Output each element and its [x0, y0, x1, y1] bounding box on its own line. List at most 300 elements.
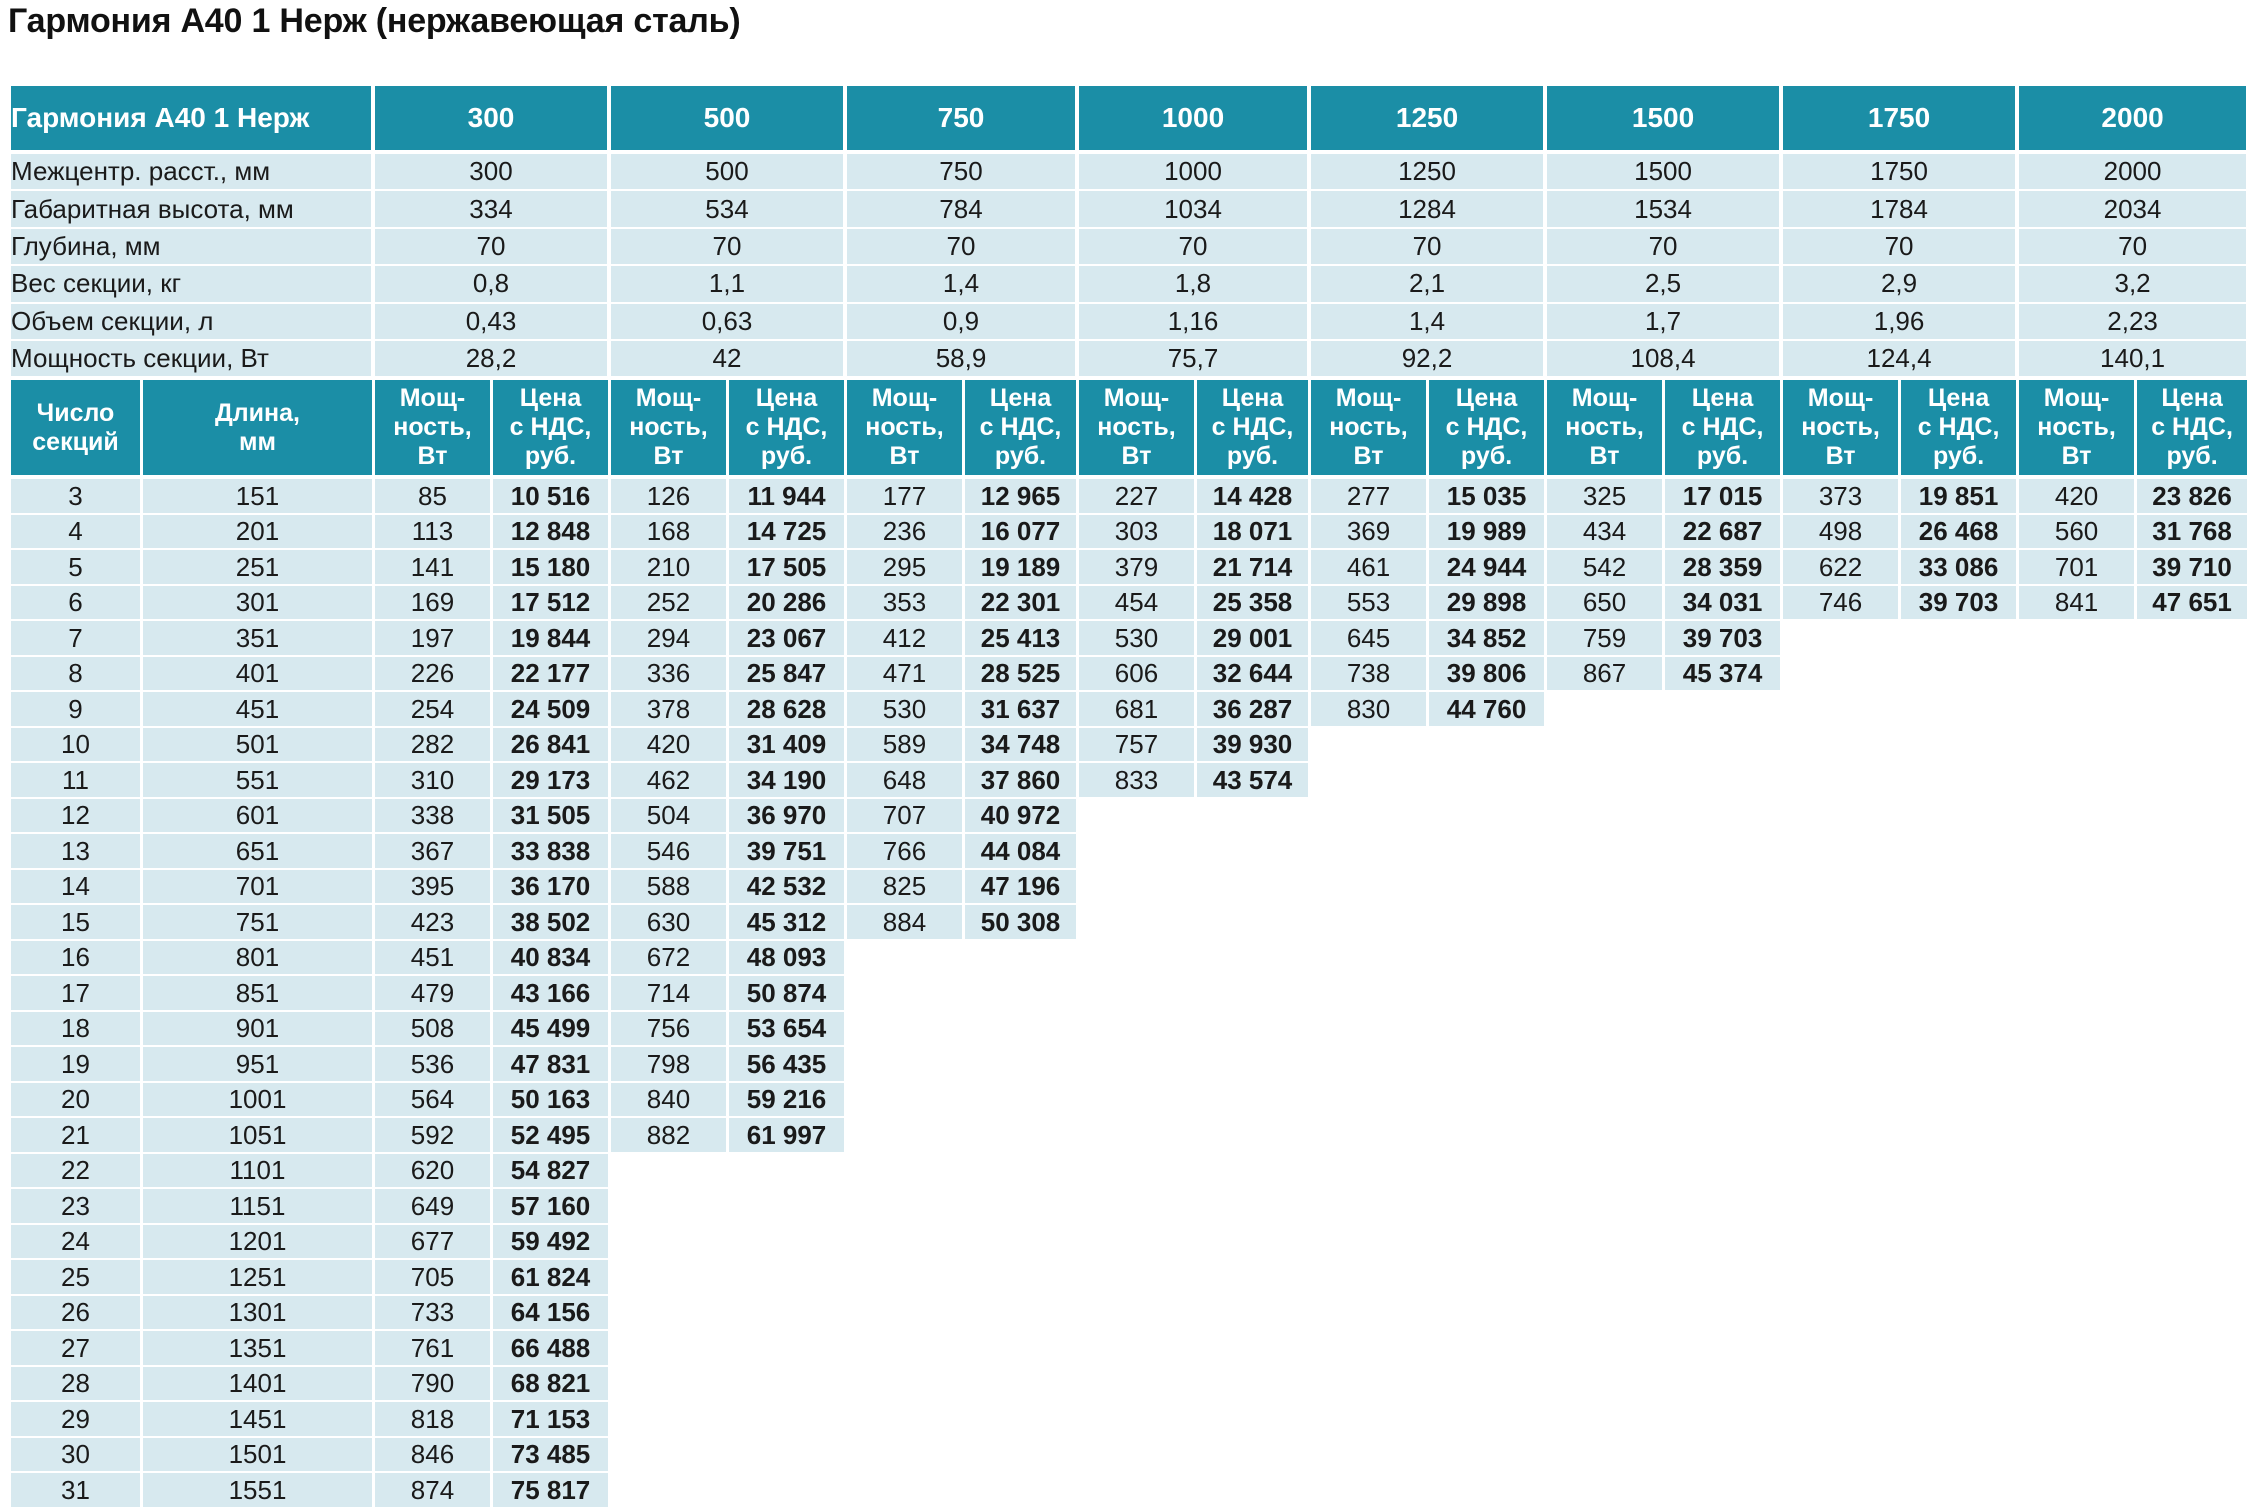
header-line: Длина, — [214, 398, 300, 427]
parameter-row — [11, 154, 2247, 191]
power-cell: 210 — [611, 550, 729, 586]
price-cell: 53 654 — [729, 1012, 847, 1048]
empty-cell — [611, 1296, 729, 1332]
empty-cell — [1429, 1225, 1547, 1261]
table-row — [11, 799, 2247, 835]
empty-cell — [2019, 621, 2137, 657]
parameter-value: 70 — [1547, 229, 1783, 266]
empty-cell — [1429, 799, 1547, 835]
parameter-value: 2,5 — [1547, 266, 1783, 303]
header-line: с НДС, — [745, 413, 828, 442]
empty-cell — [1547, 905, 1665, 941]
length-cell: 1451 — [143, 1402, 375, 1438]
empty-cell — [1079, 1260, 1197, 1296]
price-cell: 31 409 — [729, 728, 847, 764]
empty-cell — [1901, 1402, 2019, 1438]
empty-cell — [1665, 1402, 1783, 1438]
price-rows — [11, 479, 2247, 1509]
empty-cell — [1665, 1331, 1783, 1367]
empty-cell — [2137, 621, 2247, 657]
empty-cell — [965, 1260, 1079, 1296]
price-cell: 14 428 — [1197, 479, 1311, 515]
parameter-value: 2,23 — [2019, 304, 2247, 341]
header-line: Мощ- — [1571, 384, 1638, 413]
price-cell: 31 505 — [493, 799, 611, 835]
parameter-value: 750 — [847, 154, 1079, 191]
power-header — [1783, 380, 1901, 479]
power-cell: 766 — [847, 834, 965, 870]
empty-cell — [1311, 1012, 1429, 1048]
power-cell: 295 — [847, 550, 965, 586]
price-cell: 50 308 — [965, 905, 1079, 941]
length-cell: 351 — [143, 621, 375, 657]
empty-cell — [2019, 834, 2137, 870]
empty-cell — [1197, 1367, 1311, 1403]
price-header — [1429, 380, 1547, 479]
empty-cell — [1311, 1083, 1429, 1119]
empty-cell — [1547, 1260, 1665, 1296]
power-cell: 818 — [375, 1402, 493, 1438]
empty-cell — [2137, 1296, 2247, 1332]
sections-count-cell: 29 — [11, 1402, 143, 1438]
empty-cell — [1901, 1438, 2019, 1474]
parameter-value: 42 — [611, 341, 847, 380]
price-cell: 43 574 — [1197, 763, 1311, 799]
empty-cell — [1547, 1012, 1665, 1048]
power-cell: 714 — [611, 976, 729, 1012]
empty-cell — [1665, 799, 1783, 835]
empty-cell — [1547, 1154, 1665, 1190]
price-cell: 23 067 — [729, 621, 847, 657]
parameter-value: 1534 — [1547, 191, 1783, 228]
empty-cell — [2019, 1331, 2137, 1367]
header-line: мм — [239, 427, 276, 456]
empty-cell — [965, 941, 1079, 977]
power-cell: 677 — [375, 1225, 493, 1261]
power-cell: 395 — [375, 870, 493, 906]
empty-cell — [847, 1154, 965, 1190]
empty-cell — [1079, 1402, 1197, 1438]
power-cell: 412 — [847, 621, 965, 657]
sections-count-cell: 26 — [11, 1296, 143, 1332]
parameter-value: 1500 — [1547, 154, 1783, 191]
power-cell: 790 — [375, 1367, 493, 1403]
empty-cell — [847, 1296, 965, 1332]
empty-cell — [1665, 1012, 1783, 1048]
parameter-value: 1,1 — [611, 266, 847, 303]
empty-cell — [2019, 1047, 2137, 1083]
sections-count-cell: 19 — [11, 1047, 143, 1083]
empty-cell — [1547, 1402, 1665, 1438]
empty-cell — [1901, 692, 2019, 728]
power-cell: 846 — [375, 1438, 493, 1474]
sections-count-cell: 27 — [11, 1331, 143, 1367]
table-row — [11, 870, 2247, 906]
price-cell: 17 512 — [493, 586, 611, 622]
empty-cell — [1665, 1154, 1783, 1190]
empty-cell — [2019, 941, 2137, 977]
header-line: Вт — [1825, 442, 1856, 471]
header-line: руб. — [524, 442, 577, 471]
empty-cell — [2019, 1154, 2137, 1190]
empty-cell — [2019, 799, 2137, 835]
sections-count-cell: 6 — [11, 586, 143, 622]
empty-cell — [1665, 941, 1783, 977]
price-header — [1197, 380, 1311, 479]
parameter-value: 334 — [375, 191, 611, 228]
empty-cell — [1665, 905, 1783, 941]
price-cell: 73 485 — [493, 1438, 611, 1474]
power-header — [375, 380, 493, 479]
empty-cell — [1079, 1083, 1197, 1119]
length-cell: 151 — [143, 479, 375, 515]
empty-cell — [1429, 1331, 1547, 1367]
parameter-value: 0,8 — [375, 266, 611, 303]
empty-cell — [1547, 834, 1665, 870]
empty-cell — [1783, 1012, 1901, 1048]
empty-cell — [1901, 1367, 2019, 1403]
power-cell: 705 — [375, 1260, 493, 1296]
empty-cell — [2019, 1367, 2137, 1403]
empty-cell — [1079, 1473, 1197, 1509]
empty-cell — [1901, 905, 2019, 941]
parameter-value: 1,16 — [1079, 304, 1311, 341]
table-row — [11, 763, 2247, 799]
empty-cell — [1429, 1189, 1547, 1225]
empty-cell — [1311, 1367, 1429, 1403]
parameter-label: Мощность секции, Вт — [11, 341, 375, 380]
price-cell: 15 035 — [1429, 479, 1547, 515]
header-line: Вт — [417, 442, 448, 471]
parameter-value: 2,9 — [1783, 266, 2019, 303]
empty-cell — [1547, 1473, 1665, 1509]
empty-cell — [965, 1154, 1079, 1190]
empty-cell — [1311, 1154, 1429, 1190]
empty-cell — [1901, 1296, 2019, 1332]
empty-cell — [1783, 1473, 1901, 1509]
empty-cell — [847, 1118, 965, 1154]
empty-cell — [1197, 1189, 1311, 1225]
empty-cell — [1197, 1047, 1311, 1083]
price-cell: 47 831 — [493, 1047, 611, 1083]
parameter-value: 75,7 — [1079, 341, 1311, 380]
empty-cell — [1547, 728, 1665, 764]
empty-cell — [1901, 1118, 2019, 1154]
parameter-row — [11, 341, 2247, 380]
power-cell: 833 — [1079, 763, 1197, 799]
empty-cell — [2137, 1189, 2247, 1225]
power-cell: 882 — [611, 1118, 729, 1154]
power-cell: 282 — [375, 728, 493, 764]
empty-cell — [2137, 799, 2247, 835]
power-cell: 498 — [1783, 515, 1901, 551]
parameter-value: 0,63 — [611, 304, 847, 341]
price-header — [965, 380, 1079, 479]
length-cell: 501 — [143, 728, 375, 764]
power-cell: 672 — [611, 941, 729, 977]
empty-cell — [1783, 1083, 1901, 1119]
price-cell: 39 751 — [729, 834, 847, 870]
price-cell: 11 944 — [729, 479, 847, 515]
power-cell: 733 — [375, 1296, 493, 1332]
price-cell: 66 488 — [493, 1331, 611, 1367]
empty-cell — [1311, 870, 1429, 906]
power-cell: 681 — [1079, 692, 1197, 728]
parameter-value: 0,9 — [847, 304, 1079, 341]
price-cell: 57 160 — [493, 1189, 611, 1225]
price-cell: 25 847 — [729, 657, 847, 693]
empty-cell — [847, 1367, 965, 1403]
header-line: руб. — [760, 442, 813, 471]
empty-cell — [2137, 1402, 2247, 1438]
empty-cell — [611, 1189, 729, 1225]
power-cell: 113 — [375, 515, 493, 551]
power-cell: 168 — [611, 515, 729, 551]
power-cell: 141 — [375, 550, 493, 586]
empty-cell — [1197, 1473, 1311, 1509]
header-line: Цена — [755, 384, 818, 413]
empty-cell — [1665, 1260, 1783, 1296]
power-cell: 504 — [611, 799, 729, 835]
power-cell: 746 — [1783, 586, 1901, 622]
empty-cell — [1783, 1296, 1901, 1332]
empty-cell — [1901, 1473, 2019, 1509]
price-cell: 22 687 — [1665, 515, 1783, 551]
price-cell: 17 015 — [1665, 479, 1783, 515]
empty-cell — [1429, 1296, 1547, 1332]
empty-cell — [1197, 1402, 1311, 1438]
empty-cell — [1665, 870, 1783, 906]
table-row — [11, 479, 2247, 515]
power-cell: 874 — [375, 1473, 493, 1509]
power-cell: 508 — [375, 1012, 493, 1048]
table-row — [11, 692, 2247, 728]
price-cell: 12 848 — [493, 515, 611, 551]
price-cell: 17 505 — [729, 550, 847, 586]
empty-cell — [729, 1296, 847, 1332]
empty-cell — [1311, 905, 1429, 941]
power-cell: 553 — [1311, 586, 1429, 622]
empty-cell — [965, 1438, 1079, 1474]
empty-cell — [729, 1473, 847, 1509]
model-header: 750 — [847, 86, 1079, 154]
empty-cell — [1783, 976, 1901, 1012]
empty-cell — [2019, 870, 2137, 906]
table-row — [11, 1260, 2247, 1296]
header-line: с НДС, — [1445, 413, 1528, 442]
empty-cell — [965, 1189, 1079, 1225]
price-cell: 56 435 — [729, 1047, 847, 1083]
power-cell: 254 — [375, 692, 493, 728]
length-cell: 1401 — [143, 1367, 375, 1403]
empty-cell — [1311, 1118, 1429, 1154]
price-header — [1901, 380, 2019, 479]
header-line: руб. — [1226, 442, 1279, 471]
power-cell: 423 — [375, 905, 493, 941]
empty-cell — [1197, 1225, 1311, 1261]
power-cell: 227 — [1079, 479, 1197, 515]
power-header — [2019, 380, 2137, 479]
empty-cell — [1197, 1083, 1311, 1119]
empty-cell — [2019, 657, 2137, 693]
length-cell: 1251 — [143, 1260, 375, 1296]
empty-cell — [1901, 728, 2019, 764]
empty-cell — [729, 1367, 847, 1403]
parameter-value: 2,1 — [1311, 266, 1547, 303]
price-cell: 19 844 — [493, 621, 611, 657]
power-cell: 373 — [1783, 479, 1901, 515]
empty-cell — [1901, 621, 2019, 657]
table-row — [11, 1473, 2247, 1509]
header-line: Мощ- — [2043, 384, 2110, 413]
parameter-value: 108,4 — [1547, 341, 1783, 380]
length-cell: 551 — [143, 763, 375, 799]
empty-cell — [1901, 976, 2019, 1012]
sections-count-cell: 25 — [11, 1260, 143, 1296]
price-cell: 16 077 — [965, 515, 1079, 551]
product-name-header: Гармония A40 1 Нерж — [11, 86, 375, 154]
price-cell: 19 189 — [965, 550, 1079, 586]
power-cell: 649 — [375, 1189, 493, 1225]
price-cell: 36 287 — [1197, 692, 1311, 728]
empty-cell — [2137, 941, 2247, 977]
header-line: Цена — [2161, 384, 2223, 413]
empty-cell — [965, 1083, 1079, 1119]
price-cell: 34 748 — [965, 728, 1079, 764]
power-cell: 589 — [847, 728, 965, 764]
sections-count-cell: 4 — [11, 515, 143, 551]
length-cell: 651 — [143, 834, 375, 870]
model-header: 1000 — [1079, 86, 1311, 154]
model-header: 1250 — [1311, 86, 1547, 154]
length-cell: 601 — [143, 799, 375, 835]
price-cell: 26 841 — [493, 728, 611, 764]
table-row — [11, 621, 2247, 657]
header-line: Мощ- — [1807, 384, 1874, 413]
empty-cell — [1665, 1296, 1783, 1332]
parameter-row — [11, 304, 2247, 341]
power-cell: 420 — [2019, 479, 2137, 515]
parameter-value: 2000 — [2019, 154, 2247, 191]
empty-cell — [1311, 1189, 1429, 1225]
empty-cell — [2137, 834, 2247, 870]
power-cell: 588 — [611, 870, 729, 906]
power-cell: 530 — [1079, 621, 1197, 657]
empty-cell — [1665, 1438, 1783, 1474]
power-cell: 434 — [1547, 515, 1665, 551]
table-row — [11, 976, 2247, 1012]
price-cell: 44 760 — [1429, 692, 1547, 728]
header-line: Цена — [989, 384, 1052, 413]
price-header — [1665, 380, 1783, 479]
price-cell: 31 637 — [965, 692, 1079, 728]
empty-cell — [1547, 1438, 1665, 1474]
empty-cell — [1429, 1438, 1547, 1474]
empty-cell — [1429, 1402, 1547, 1438]
empty-cell — [2137, 1047, 2247, 1083]
empty-cell — [611, 1331, 729, 1367]
power-cell: 830 — [1311, 692, 1429, 728]
power-cell: 825 — [847, 870, 965, 906]
price-cell: 12 965 — [965, 479, 1079, 515]
empty-cell — [1901, 1331, 2019, 1367]
empty-cell — [1429, 763, 1547, 799]
empty-cell — [1665, 763, 1783, 799]
parameter-value: 3,2 — [2019, 266, 2247, 303]
parameter-value: 58,9 — [847, 341, 1079, 380]
empty-cell — [2019, 728, 2137, 764]
price-cell: 38 502 — [493, 905, 611, 941]
empty-cell — [1783, 870, 1901, 906]
price-cell: 15 180 — [493, 550, 611, 586]
sections-count-cell: 18 — [11, 1012, 143, 1048]
power-cell: 867 — [1547, 657, 1665, 693]
empty-cell — [729, 1331, 847, 1367]
empty-cell — [1429, 1367, 1547, 1403]
table-row — [11, 941, 2247, 977]
empty-cell — [1079, 1012, 1197, 1048]
power-cell: 451 — [375, 941, 493, 977]
empty-cell — [1197, 905, 1311, 941]
empty-cell — [1547, 1047, 1665, 1083]
empty-cell — [1079, 941, 1197, 977]
empty-cell — [1783, 763, 1901, 799]
header-line: ность, — [393, 413, 472, 442]
sections-count-cell: 12 — [11, 799, 143, 835]
empty-cell — [1901, 941, 2019, 977]
empty-cell — [2019, 692, 2137, 728]
empty-cell — [729, 1402, 847, 1438]
parameter-row — [11, 229, 2247, 266]
table-row — [11, 1438, 2247, 1474]
price-cell: 54 827 — [493, 1154, 611, 1190]
price-cell: 34 190 — [729, 763, 847, 799]
empty-cell — [1783, 905, 1901, 941]
table-row — [11, 905, 2247, 941]
empty-cell — [1311, 941, 1429, 977]
price-cell: 47 196 — [965, 870, 1079, 906]
parameter-value: 70 — [611, 229, 847, 266]
price-cell: 24 944 — [1429, 550, 1547, 586]
empty-cell — [2137, 1331, 2247, 1367]
price-cell: 10 516 — [493, 479, 611, 515]
empty-cell — [2137, 1473, 2247, 1509]
empty-cell — [1079, 1296, 1197, 1332]
price-cell: 25 358 — [1197, 586, 1311, 622]
parameter-value: 1,96 — [1783, 304, 2019, 341]
empty-cell — [1901, 870, 2019, 906]
header-line: Вт — [1121, 442, 1152, 471]
empty-cell — [1197, 1331, 1311, 1367]
header-line: ность, — [1801, 413, 1880, 442]
empty-cell — [2019, 1118, 2137, 1154]
empty-cell — [1311, 728, 1429, 764]
parameter-value: 1000 — [1079, 154, 1311, 191]
table-row — [11, 1154, 2247, 1190]
empty-cell — [1079, 1331, 1197, 1367]
empty-cell — [1429, 1260, 1547, 1296]
power-cell: 294 — [611, 621, 729, 657]
header-line: Вт — [1589, 442, 1620, 471]
price-cell: 22 177 — [493, 657, 611, 693]
empty-cell — [1665, 1083, 1783, 1119]
empty-cell — [1783, 1189, 1901, 1225]
sections-count-cell: 14 — [11, 870, 143, 906]
length-cell: 801 — [143, 941, 375, 977]
header-line: ность, — [2037, 413, 2116, 442]
empty-cell — [847, 1225, 965, 1261]
power-cell: 197 — [375, 621, 493, 657]
